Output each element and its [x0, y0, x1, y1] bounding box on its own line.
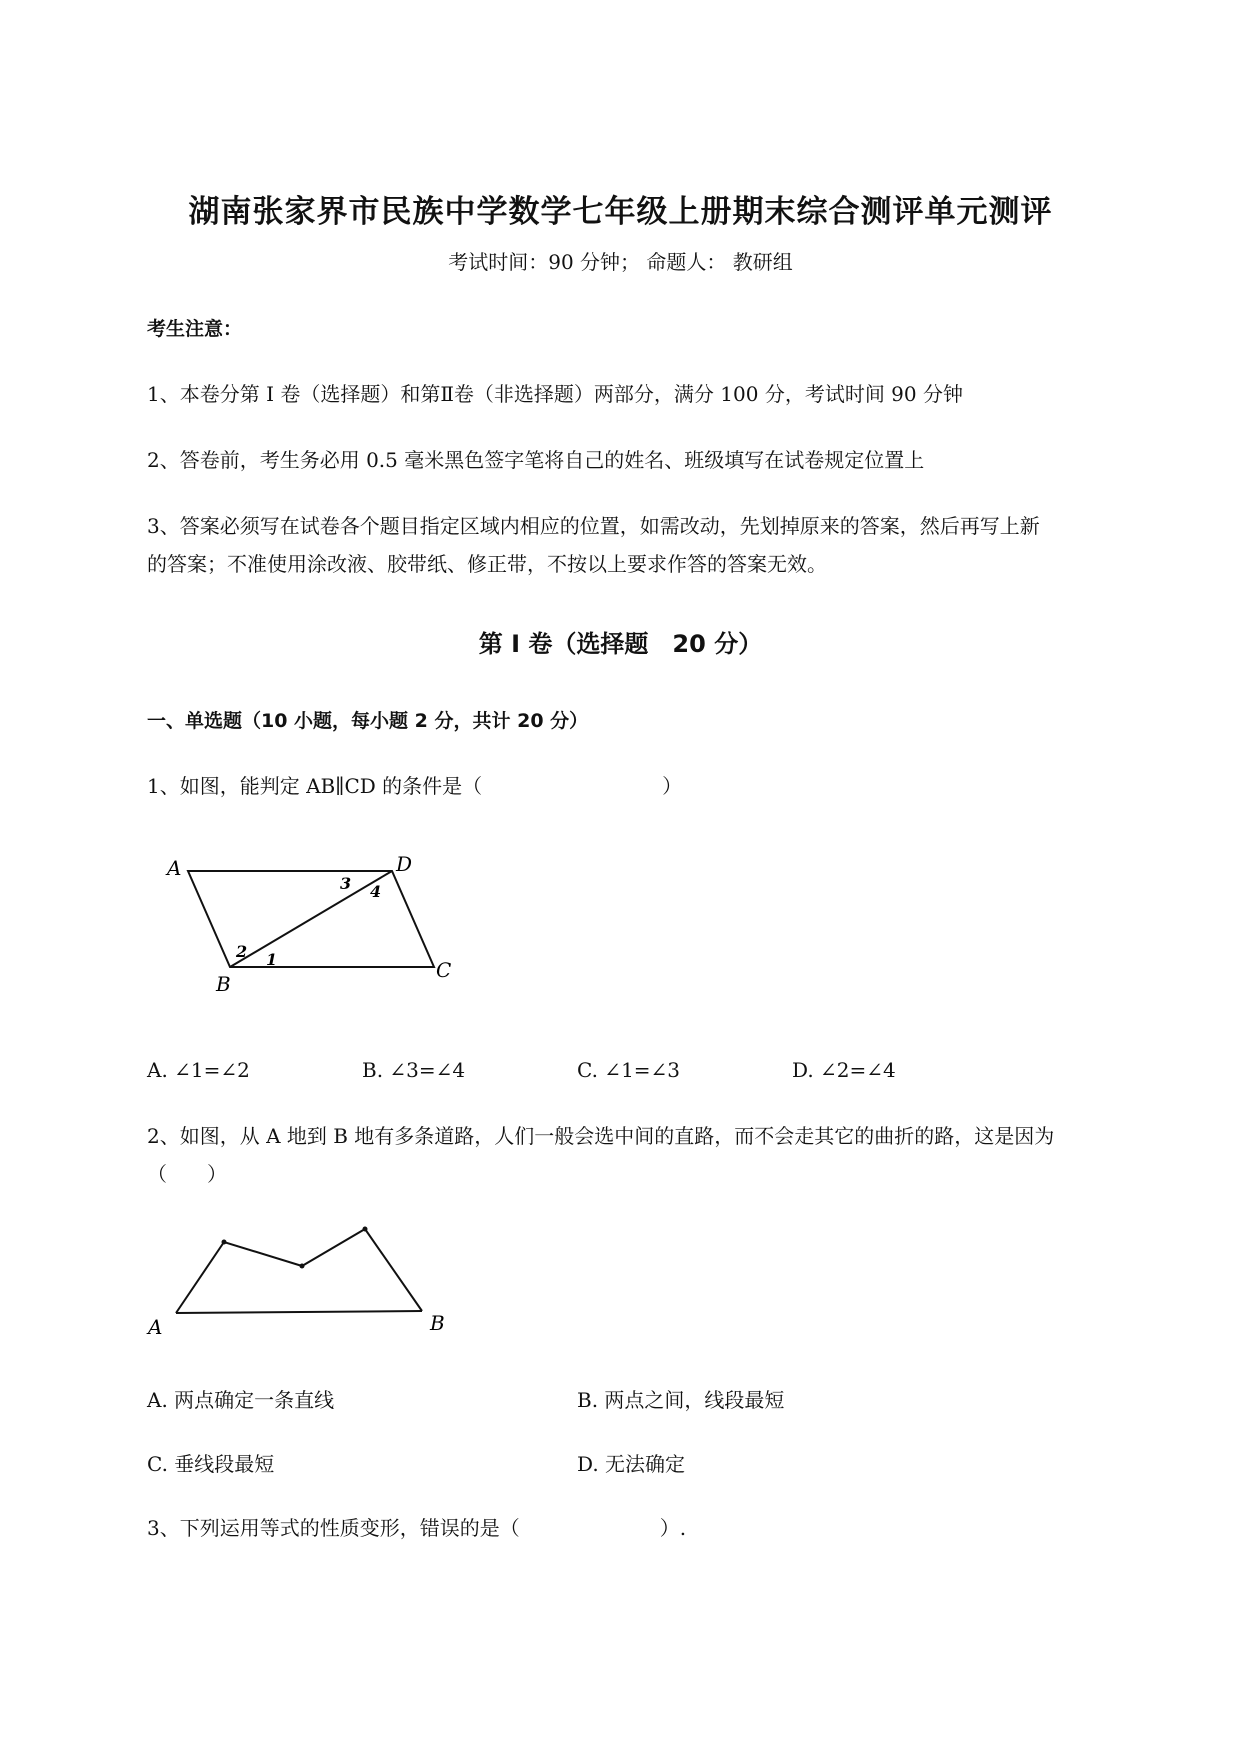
notice-heading: 考生注意： [147, 318, 243, 340]
notice-item-3-cont: 的答案；不准使用涂改液、胶带纸、修正带，不按以上要求作答的答案无效。 [147, 552, 827, 576]
label-c: C [436, 958, 452, 982]
question-3-stem: 3、下列运用等式的性质变形，错误的是（ ）. [147, 1516, 687, 1540]
section-title: 第 I 卷（选择题 20 分） [478, 630, 763, 658]
label-b: B [430, 1311, 445, 1335]
page-title: 湖南张家界市民族中学数学七年级上册期末综合测评单元测评 [188, 194, 1053, 230]
question-2-option-c: C. 垂线段最短 [147, 1452, 275, 1476]
question-1-figure [150, 845, 480, 995]
road-point [222, 1240, 227, 1245]
part-heading: 一、单选题（10 小题，每小题 2 分，共计 20 分） [147, 710, 589, 732]
question-1-stem: 1、如图，能判定 AB∥CD 的条件是（ ） [147, 774, 683, 798]
straight-road [176, 1311, 422, 1313]
exam-info: 考试时间：90 分钟； 命题人： 教研组 [448, 250, 793, 274]
diagonal-bd [230, 871, 392, 967]
question-2-stem: 2、如图，从 A 地到 B 地有多条道路，人们一般会选中间的直路，而不会走其它的曲折的路，这是因为 [147, 1124, 1055, 1148]
notice-item-2: 2、答卷前，考生务必用 0.5 毫米黑色签字笔将自己的姓名、班级填写在试卷规定位置上 [147, 448, 925, 472]
question-2-stem-cont: （ ） [147, 1162, 227, 1186]
question-1-option-a: A. ∠1=∠2 [147, 1058, 250, 1082]
question-1-option-c: C. ∠1=∠3 [577, 1058, 681, 1082]
notice-item-3: 3、答案必须写在试卷各个题目指定区域内相应的位置，如需改动，先划掉原来的答案，然后再写上新 [147, 514, 1040, 538]
question-2-option-d: D. 无法确定 [577, 1452, 686, 1476]
question-1-option-d: D. ∠2=∠4 [792, 1058, 896, 1082]
angle-label-4: 4 [370, 882, 382, 901]
angle-label-3: 3 [340, 874, 352, 893]
label-a: A [167, 856, 182, 880]
angle-label-2: 2 [236, 942, 248, 961]
question-2-figure [140, 1212, 460, 1342]
road-point [300, 1264, 305, 1269]
notice-item-1: 1、本卷分第 I 卷（选择题）和第Ⅱ卷（非选择题）两部分，满分 100 分，考试时间 90 分钟 [147, 382, 963, 406]
label-a: A [148, 1315, 163, 1339]
angle-label-1: 1 [266, 950, 278, 969]
road-point [363, 1227, 368, 1232]
label-d: D [396, 852, 413, 876]
winding-road [176, 1229, 422, 1313]
question-1-option-b: B. ∠3=∠4 [362, 1058, 466, 1082]
label-b: B [216, 972, 231, 995]
question-2-option-b: B. 两点之间，线段最短 [577, 1388, 785, 1412]
question-2-option-a: A. 两点确定一条直线 [147, 1388, 335, 1412]
